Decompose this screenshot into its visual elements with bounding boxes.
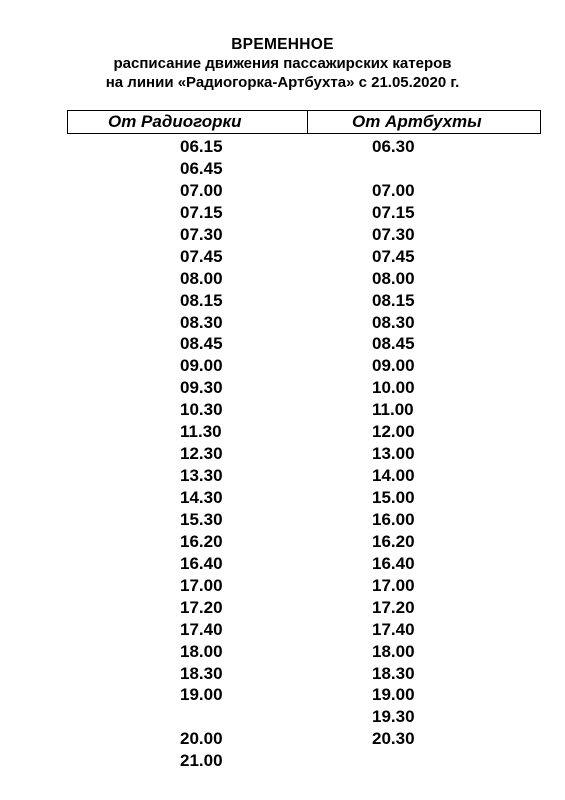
- departure-time-artbukhta: 17.00: [372, 575, 415, 595]
- departure-time-artbukhta: 18.30: [372, 663, 415, 683]
- departure-time-artbukhta: 19.00: [372, 685, 415, 705]
- departure-time-radiogorka: 20.00: [180, 729, 223, 749]
- departure-time-artbukhta: 08.45: [372, 334, 415, 354]
- departure-time-radiogorka: 06.15: [180, 137, 223, 156]
- document-subtitle: расписание движения пассажирских катеров: [113, 55, 452, 72]
- departure-time-artbukhta: 18.00: [372, 641, 415, 661]
- departure-time-radiogorka: 11.30: [180, 422, 222, 442]
- departure-time-radiogorka: 09.00: [180, 356, 223, 376]
- departure-time-radiogorka: 08.00: [180, 268, 223, 288]
- departure-time-artbukhta: [372, 750, 415, 772]
- departures-from-artbukhta-list: [372, 136, 415, 772]
- departure-time-artbukhta: 14.00: [372, 466, 415, 486]
- departure-time-radiogorka: 17.00: [180, 575, 223, 595]
- departure-time-artbukhta: 10.00: [372, 378, 415, 398]
- departure-time-radiogorka: 08.30: [180, 312, 223, 332]
- departure-time-artbukhta: 15.00: [372, 488, 415, 507]
- column-header-from-radiogorka: От Радиогорки: [108, 112, 242, 131]
- departure-time-artbukhta: 17.20: [372, 597, 415, 617]
- departure-time-artbukhta: 07.15: [372, 202, 415, 222]
- departure-time-artbukhta: 07.30: [372, 224, 415, 244]
- departures-from-radiogorka-list: [180, 136, 223, 772]
- departure-time-radiogorka: 13.30: [180, 466, 223, 486]
- departure-time-artbukhta: 08.30: [372, 312, 415, 332]
- departure-time-artbukhta: 07.00: [372, 180, 415, 200]
- departure-time-artbukhta: 16.20: [372, 531, 415, 551]
- departure-time-radiogorka: 19.00: [180, 685, 223, 705]
- departure-time-radiogorka: 14.30: [180, 488, 223, 507]
- departure-time-artbukhta: 07.45: [372, 246, 415, 266]
- departure-time-radiogorka: 18.00: [180, 641, 223, 661]
- departure-time-radiogorka: 06.45: [180, 158, 223, 178]
- departure-time-radiogorka: 21.00: [180, 751, 223, 771]
- departure-time-artbukhta: [372, 158, 415, 180]
- departure-time-artbukhta: 08.00: [372, 268, 415, 288]
- departure-time-radiogorka: 07.00: [180, 180, 223, 200]
- departure-time-artbukhta: 17.40: [372, 619, 415, 639]
- departure-time-radiogorka: 07.30: [180, 224, 223, 244]
- departure-time-radiogorka: 08.15: [180, 290, 223, 310]
- departure-time-artbukhta: 12.00: [372, 422, 415, 442]
- departure-time-radiogorka: 09.30: [180, 378, 223, 398]
- departure-time-radiogorka: 17.40: [180, 619, 223, 639]
- departure-time-artbukhta: 16.40: [372, 553, 415, 573]
- departure-time-artbukhta: 19.30: [372, 707, 415, 727]
- departure-time-radiogorka: 18.30: [180, 663, 223, 683]
- departure-time-radiogorka: 07.45: [180, 246, 223, 266]
- departure-time-artbukhta: 16.00: [372, 509, 415, 529]
- departure-time-radiogorka: 10.30: [180, 400, 223, 420]
- departure-time-artbukhta: 08.15: [372, 290, 415, 310]
- departure-time-radiogorka: 12.30: [180, 444, 223, 464]
- departure-time-radiogorka: 16.20: [180, 531, 223, 551]
- departure-time-radiogorka: 17.20: [180, 597, 223, 617]
- departure-time-radiogorka: [180, 706, 223, 728]
- departure-time-radiogorka: 07.15: [180, 202, 223, 222]
- departure-time-artbukhta: 13.00: [372, 444, 415, 464]
- departure-time-radiogorka: 08.45: [180, 334, 223, 354]
- document-title: ВРЕМЕННОЕ: [231, 36, 334, 53]
- departure-time-radiogorka: 16.40: [180, 553, 223, 573]
- table-header-divider: [307, 110, 308, 134]
- departure-time-artbukhta: 09.00: [372, 356, 415, 376]
- departure-time-radiogorka: 15.30: [180, 509, 223, 529]
- departure-time-artbukhta: 06.30: [372, 137, 415, 156]
- column-header-from-artbukhta: От Артбухты: [352, 112, 482, 131]
- title-block: [0, 35, 565, 92]
- document-route-line: на линии «Радиогорка-Артбухта» с 21.05.2020 г.: [105, 74, 460, 91]
- departure-time-artbukhta: 20.30: [372, 729, 415, 749]
- departure-time-artbukhta: 11.00: [372, 400, 414, 420]
